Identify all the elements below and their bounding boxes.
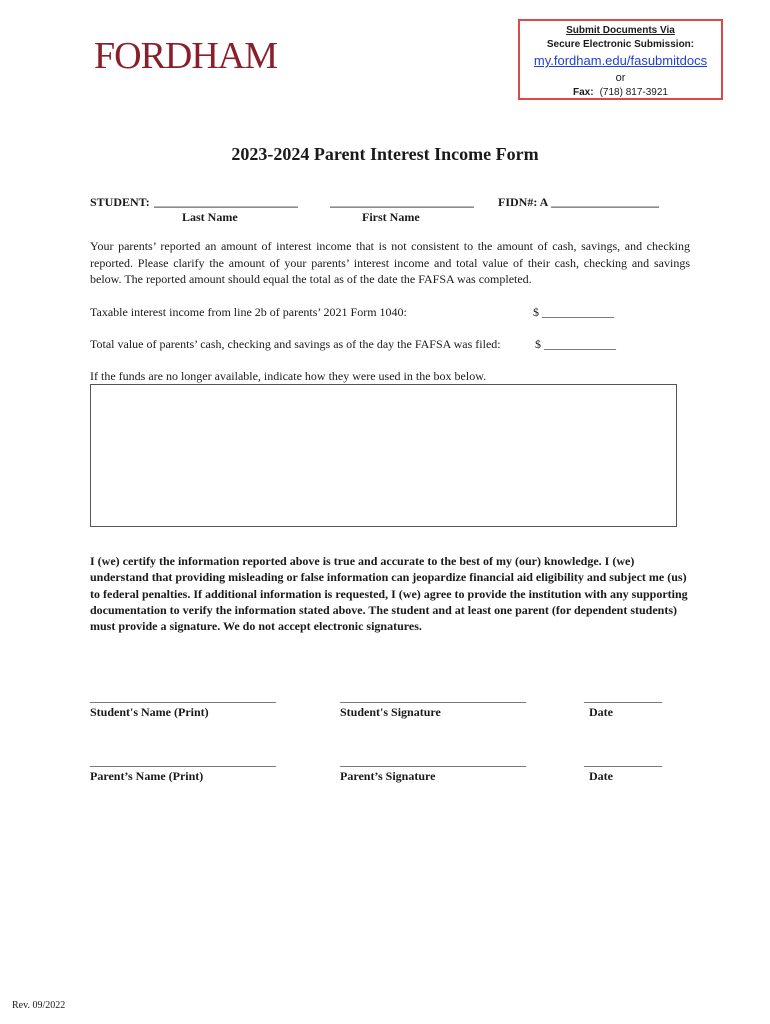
- fordham-logo: FORDHAM: [94, 35, 278, 77]
- parent-date-line[interactable]: _____________: [584, 754, 662, 768]
- q1-label: Taxable interest income from line 2b of parents’ 2021 Form 1040:: [90, 305, 407, 319]
- q1-amount-field[interactable]: $ ____________: [533, 305, 614, 319]
- parent-signature-caption: Parent’s Signature: [340, 769, 436, 783]
- fax-label: Fax:: [573, 87, 594, 98]
- first-name-caption: First Name: [362, 210, 420, 224]
- first-name-field[interactable]: ________________________: [330, 195, 474, 209]
- last-name-caption: Last Name: [182, 210, 238, 224]
- funds-note: If the funds are no longer available, indicate how they were used in the box below.: [90, 369, 487, 383]
- submit-subheading: Secure Electronic Submission:: [546, 39, 695, 50]
- student-signature-caption: Student's Signature: [340, 705, 441, 719]
- parent-date-caption: Date: [589, 769, 613, 783]
- funds-usage-textbox[interactable]: [90, 384, 677, 527]
- fax-number: (718) 817-3921: [599, 87, 668, 98]
- revision-date: Rev. 09/2022: [12, 1000, 66, 1011]
- q2-label: Total value of parents’ cash, checking and savings as of the day the FAFSA was filed:: [90, 337, 501, 351]
- student-name-caption: Student's Name (Print): [90, 705, 209, 719]
- last-name-field[interactable]: ________________________: [154, 195, 298, 209]
- student-label: STUDENT:: [90, 195, 150, 209]
- certification-statement: I (we) certify the information reported above is true and accurate to the best of my (our) knowledge. I (we) understand that providing misleading or false information can jeopardize financial aid eligibility and subject me (us) to federal penalties. If additional information is requested, I (we) agree to provide the institution with any supporting documentation to verify the information stated above. The student and at least one parent (for dependent students) must provide a signature. We do not accept electronic signatures.: [90, 554, 688, 634]
- fidn-label: FIDN#: A: [498, 195, 549, 209]
- fidn-field[interactable]: __________________: [551, 195, 659, 209]
- submit-fax: [520, 87, 721, 99]
- student-signature-line[interactable]: _______________________________: [340, 690, 526, 704]
- parent-name-caption: Parent’s Name (Print): [90, 769, 204, 783]
- intro-paragraph: Your parents’ reported an amount of interest income that is not consistent to the amount of cash, savings, and checking reported. Please clarify the amount of your parents’ interest income and total value of their cash, checking and savings below. The reported amount should equal the total as of the date the FAFSA was completed.: [90, 239, 690, 286]
- form-title: 2023-2024 Parent Interest Income Form: [231, 144, 539, 164]
- parent-signature-line[interactable]: _______________________________: [340, 754, 526, 768]
- submit-heading: Submit Documents Via: [566, 25, 675, 36]
- submit-documents-box: [518, 19, 723, 100]
- student-date-caption: Date: [589, 705, 613, 719]
- student-date-line[interactable]: _____________: [584, 690, 662, 704]
- student-name-line[interactable]: _______________________________: [90, 690, 276, 704]
- parent-name-line[interactable]: _______________________________: [90, 754, 276, 768]
- q2-amount-field[interactable]: $ ____________: [535, 337, 616, 351]
- submit-portal-link[interactable]: my.fordham.edu/fasubmitdocs: [533, 53, 708, 68]
- submit-or: or: [615, 72, 626, 84]
